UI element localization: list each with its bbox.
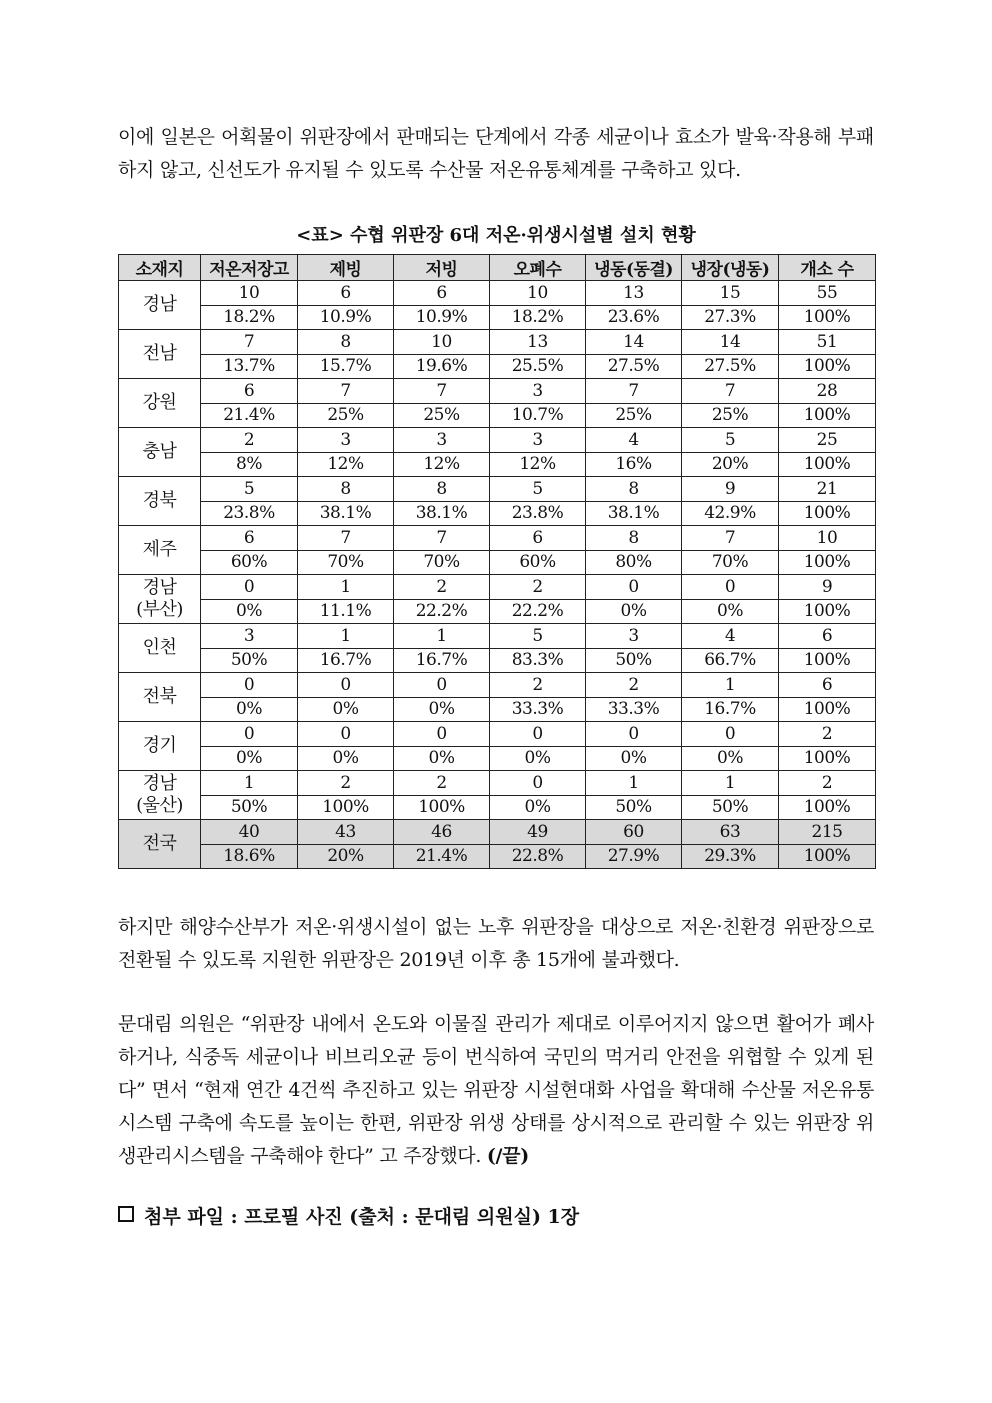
region-cell [119, 624, 201, 673]
table-row-percent [119, 403, 876, 428]
count-cell: 7 [394, 379, 490, 404]
percent-cell: 42.9% [682, 501, 779, 526]
paragraph-quote [118, 1008, 874, 1173]
checkbox-square-icon [118, 1206, 134, 1222]
percent-cell: 10.9% [298, 305, 394, 330]
region-cell [119, 722, 201, 771]
table-row-count [119, 820, 876, 845]
table-header-row [119, 255, 876, 281]
count-cell: 4 [586, 428, 682, 453]
count-cell: 7 [394, 526, 490, 551]
count-cell: 0 [201, 722, 298, 747]
quote-text: 문대림 의원은 “위판장 내에서 온도와 이물질 관리가 제대로 이루어지지 않으면 활어가 폐사하거나, 식중독 세균이나 비브리오균 등이 번식하여 국민의 먹거리 안전을 위협할 수 있게 된다” 면서 “현재 연간 4건씩 추진하고 있는 위판장 시설현대화 사업을 확대해 수산물 저온유통시스템 구축에 속도를 높이는 한편, 위판장 위생 상태를 상시적으로 관리할 수 있는 위판장 위생관리시스템을 구축해야 한다” 고 주장했다. [118, 1013, 874, 1167]
percent-cell: 70% [298, 550, 394, 575]
count-cell: 0 [394, 722, 490, 747]
percent-cell: 23.8% [201, 501, 298, 526]
percent-cell: 0% [201, 697, 298, 722]
percent-cell: 50% [201, 648, 298, 673]
percent-cell: 0% [682, 599, 779, 624]
region-name: 경북 [142, 490, 177, 511]
region-cell [119, 526, 201, 575]
percent-cell: 22.8% [490, 844, 586, 869]
table-row-count [119, 428, 876, 453]
percent-cell: 0% [298, 697, 394, 722]
percent-cell: 27.5% [586, 354, 682, 379]
count-cell: 46 [394, 820, 490, 845]
count-cell: 0 [682, 722, 779, 747]
percent-cell: 0% [394, 746, 490, 771]
count-cell: 7 [682, 379, 779, 404]
count-cell: 0 [586, 575, 682, 600]
percent-cell: 23.6% [586, 305, 682, 330]
count-cell: 0 [490, 722, 586, 747]
count-cell: 6 [201, 379, 298, 404]
count-cell: 51 [779, 330, 876, 355]
count-cell: 10 [201, 281, 298, 306]
table-body [119, 281, 876, 869]
count-cell: 8 [298, 330, 394, 355]
percent-cell: 18.6% [201, 844, 298, 869]
percent-cell: 21.4% [394, 844, 490, 869]
count-cell: 13 [490, 330, 586, 355]
percent-cell: 16.7% [298, 648, 394, 673]
count-cell: 10 [394, 330, 490, 355]
percent-cell: 0% [201, 746, 298, 771]
count-cell: 1 [682, 673, 779, 698]
count-cell: 0 [394, 673, 490, 698]
table-row-percent [119, 697, 876, 722]
table-row-count [119, 477, 876, 502]
region-cell [119, 575, 201, 624]
percent-cell: 0% [682, 746, 779, 771]
region-cell [119, 771, 201, 820]
region-name: 인천 [142, 637, 177, 658]
count-cell: 5 [490, 477, 586, 502]
count-cell: 3 [201, 624, 298, 649]
count-cell: 6 [201, 526, 298, 551]
count-cell: 2 [779, 771, 876, 796]
count-cell: 55 [779, 281, 876, 306]
count-cell: 7 [682, 526, 779, 551]
count-cell: 14 [682, 330, 779, 355]
count-cell: 7 [201, 330, 298, 355]
region-name: 경남 [142, 294, 177, 315]
percent-cell: 70% [682, 550, 779, 575]
count-cell: 14 [586, 330, 682, 355]
count-cell: 10 [779, 526, 876, 551]
percent-cell: 38.1% [298, 501, 394, 526]
count-cell: 9 [682, 477, 779, 502]
count-cell: 2 [298, 771, 394, 796]
region-name: 경남 [142, 773, 177, 794]
count-cell: 2 [201, 428, 298, 453]
percent-cell: 100% [779, 501, 876, 526]
count-cell: 8 [586, 526, 682, 551]
region-name: 제주 [142, 539, 177, 560]
percent-cell: 25% [298, 403, 394, 428]
count-cell: 1 [586, 771, 682, 796]
region-subname: (울산) [136, 795, 183, 816]
percent-cell: 100% [779, 305, 876, 330]
table-row-count [119, 526, 876, 551]
percent-cell: 100% [779, 648, 876, 673]
table-row-count [119, 575, 876, 600]
percent-cell: 12% [394, 452, 490, 477]
column-header: 제빙 [298, 255, 394, 281]
count-cell: 1 [298, 624, 394, 649]
percent-cell: 21.4% [201, 403, 298, 428]
percent-cell: 100% [779, 403, 876, 428]
percent-cell: 80% [586, 550, 682, 575]
count-cell: 8 [298, 477, 394, 502]
percent-cell: 16% [586, 452, 682, 477]
count-cell: 6 [298, 281, 394, 306]
column-header: 냉장(냉동) [682, 255, 779, 281]
percent-cell: 0% [298, 746, 394, 771]
count-cell: 3 [298, 428, 394, 453]
count-cell: 15 [682, 281, 779, 306]
table-row-percent [119, 746, 876, 771]
count-cell: 0 [201, 575, 298, 600]
count-cell: 0 [201, 673, 298, 698]
percent-cell: 70% [394, 550, 490, 575]
count-cell: 10 [490, 281, 586, 306]
count-cell: 60 [586, 820, 682, 845]
count-cell: 0 [298, 722, 394, 747]
percent-cell: 100% [779, 697, 876, 722]
count-cell: 9 [779, 575, 876, 600]
region-name: 전국 [142, 833, 177, 854]
table-row-percent [119, 354, 876, 379]
region-cell [119, 820, 201, 869]
percent-cell: 0% [201, 599, 298, 624]
count-cell: 2 [394, 771, 490, 796]
count-cell: 8 [394, 477, 490, 502]
percent-cell: 29.3% [682, 844, 779, 869]
percent-cell: 33.3% [586, 697, 682, 722]
percent-cell: 22.2% [394, 599, 490, 624]
table-row-percent [119, 795, 876, 820]
percent-cell: 23.8% [490, 501, 586, 526]
percent-cell: 100% [779, 795, 876, 820]
region-name: 전북 [142, 686, 177, 707]
region-cell [119, 428, 201, 477]
percent-cell: 27.9% [586, 844, 682, 869]
percent-cell: 50% [586, 795, 682, 820]
column-header: 저온저장고 [201, 255, 298, 281]
percent-cell: 50% [586, 648, 682, 673]
percent-cell: 27.5% [682, 354, 779, 379]
count-cell: 1 [394, 624, 490, 649]
count-cell: 3 [586, 624, 682, 649]
region-name: 경남 [142, 577, 177, 598]
table-row-count [119, 281, 876, 306]
region-name: 전남 [142, 343, 177, 364]
table-row-percent [119, 305, 876, 330]
count-cell: 7 [298, 379, 394, 404]
count-cell: 3 [490, 428, 586, 453]
percent-cell: 0% [490, 795, 586, 820]
percent-cell: 33.3% [490, 697, 586, 722]
percent-cell: 18.2% [490, 305, 586, 330]
percent-cell: 50% [682, 795, 779, 820]
percent-cell: 16.7% [682, 697, 779, 722]
percent-cell: 25.5% [490, 354, 586, 379]
table-row-count [119, 624, 876, 649]
percent-cell: 12% [490, 452, 586, 477]
percent-cell: 20% [682, 452, 779, 477]
count-cell: 0 [682, 575, 779, 600]
table-row-percent [119, 648, 876, 673]
percent-cell: 25% [586, 403, 682, 428]
region-name: 강원 [142, 392, 177, 413]
percent-cell: 12% [298, 452, 394, 477]
region-name: 충남 [142, 441, 177, 462]
percent-cell: 8% [201, 452, 298, 477]
count-cell: 5 [201, 477, 298, 502]
percent-cell: 100% [779, 452, 876, 477]
count-cell: 1 [298, 575, 394, 600]
attachment-text: 첨부 파일 : 프로필 사진 (출처 : 문대림 의원실) 1장 [144, 1206, 580, 1228]
count-cell: 40 [201, 820, 298, 845]
percent-cell: 100% [779, 599, 876, 624]
count-cell: 8 [586, 477, 682, 502]
table-row-percent [119, 599, 876, 624]
count-cell: 43 [298, 820, 394, 845]
count-cell: 49 [490, 820, 586, 845]
percent-cell: 100% [394, 795, 490, 820]
percent-cell: 15.7% [298, 354, 394, 379]
count-cell: 3 [490, 379, 586, 404]
percent-cell: 60% [201, 550, 298, 575]
count-cell: 3 [394, 428, 490, 453]
table-row-percent [119, 501, 876, 526]
percent-cell: 66.7% [682, 648, 779, 673]
count-cell: 5 [490, 624, 586, 649]
percent-cell: 18.2% [201, 305, 298, 330]
count-cell: 7 [586, 379, 682, 404]
count-cell: 0 [586, 722, 682, 747]
table-row-percent [119, 844, 876, 869]
count-cell: 2 [490, 575, 586, 600]
facility-table [118, 254, 876, 869]
count-cell: 2 [586, 673, 682, 698]
count-cell: 215 [779, 820, 876, 845]
region-cell [119, 281, 201, 330]
region-cell [119, 379, 201, 428]
intro-paragraph: 이에 일본은 어획물이 위판장에서 판매되는 단계에서 각종 세균이나 효소가 발육·작용해 부패하지 않고, 신선도가 유지될 수 있도록 수산물 저온유통체계를 구축하고 있다. [118, 126, 874, 181]
percent-cell: 27.3% [682, 305, 779, 330]
percent-cell: 16.7% [394, 648, 490, 673]
count-cell: 13 [586, 281, 682, 306]
percent-cell: 100% [779, 746, 876, 771]
percent-cell: 11.1% [298, 599, 394, 624]
count-cell: 6 [490, 526, 586, 551]
table-row-percent [119, 550, 876, 575]
column-header: 개소 수 [779, 255, 876, 281]
percent-cell: 19.6% [394, 354, 490, 379]
percent-cell: 50% [201, 795, 298, 820]
percent-cell: 100% [779, 354, 876, 379]
count-cell: 28 [779, 379, 876, 404]
percent-cell: 22.2% [490, 599, 586, 624]
count-cell: 2 [779, 722, 876, 747]
count-cell: 25 [779, 428, 876, 453]
table-row-count [119, 330, 876, 355]
count-cell: 6 [779, 624, 876, 649]
percent-cell: 25% [682, 403, 779, 428]
count-cell: 6 [394, 281, 490, 306]
percent-cell: 10.7% [490, 403, 586, 428]
region-subname: (부산) [136, 599, 183, 620]
percent-cell: 60% [490, 550, 586, 575]
percent-cell: 0% [586, 599, 682, 624]
count-cell: 1 [201, 771, 298, 796]
count-cell: 21 [779, 477, 876, 502]
percent-cell: 83.3% [490, 648, 586, 673]
percent-cell: 38.1% [586, 501, 682, 526]
count-cell: 6 [779, 673, 876, 698]
table-row-percent [119, 452, 876, 477]
count-cell: 7 [298, 526, 394, 551]
percent-cell: 0% [586, 746, 682, 771]
percent-cell: 25% [394, 403, 490, 428]
column-header: 저빙 [394, 255, 490, 281]
region-cell [119, 477, 201, 526]
percent-cell: 0% [394, 697, 490, 722]
region-cell [119, 330, 201, 379]
end-mark: (/끝) [486, 1145, 529, 1167]
count-cell: 0 [298, 673, 394, 698]
percent-cell: 10.9% [394, 305, 490, 330]
percent-cell: 0% [490, 746, 586, 771]
column-header: 오폐수 [490, 255, 586, 281]
count-cell: 2 [394, 575, 490, 600]
count-cell: 1 [682, 771, 779, 796]
percent-cell: 100% [298, 795, 394, 820]
table-caption: <표> 수협 위판장 6대 저온·위생시설별 설치 현황 [296, 225, 696, 246]
region-cell [119, 673, 201, 722]
region-name: 경기 [142, 735, 177, 756]
count-cell: 5 [682, 428, 779, 453]
count-cell: 0 [490, 771, 586, 796]
paragraph-support: 하지만 해양수산부가 저온·위생시설이 없는 노후 위판장을 대상으로 저온·친환경 위판장으로 전환될 수 있도록 지원한 위판장은 2019년 이후 총 15개에 불과했다. [118, 916, 874, 971]
table-row-count [119, 722, 876, 747]
count-cell: 4 [682, 624, 779, 649]
percent-cell: 13.7% [201, 354, 298, 379]
count-cell: 2 [490, 673, 586, 698]
attachment-note [118, 1202, 579, 1229]
table-row-count [119, 771, 876, 796]
column-header: 소재지 [119, 255, 201, 281]
column-header: 냉동(동결) [586, 255, 682, 281]
percent-cell: 20% [298, 844, 394, 869]
percent-cell: 38.1% [394, 501, 490, 526]
percent-cell: 100% [779, 550, 876, 575]
percent-cell: 100% [779, 844, 876, 869]
count-cell: 63 [682, 820, 779, 845]
table-row-count [119, 673, 876, 698]
table-row-count [119, 379, 876, 404]
